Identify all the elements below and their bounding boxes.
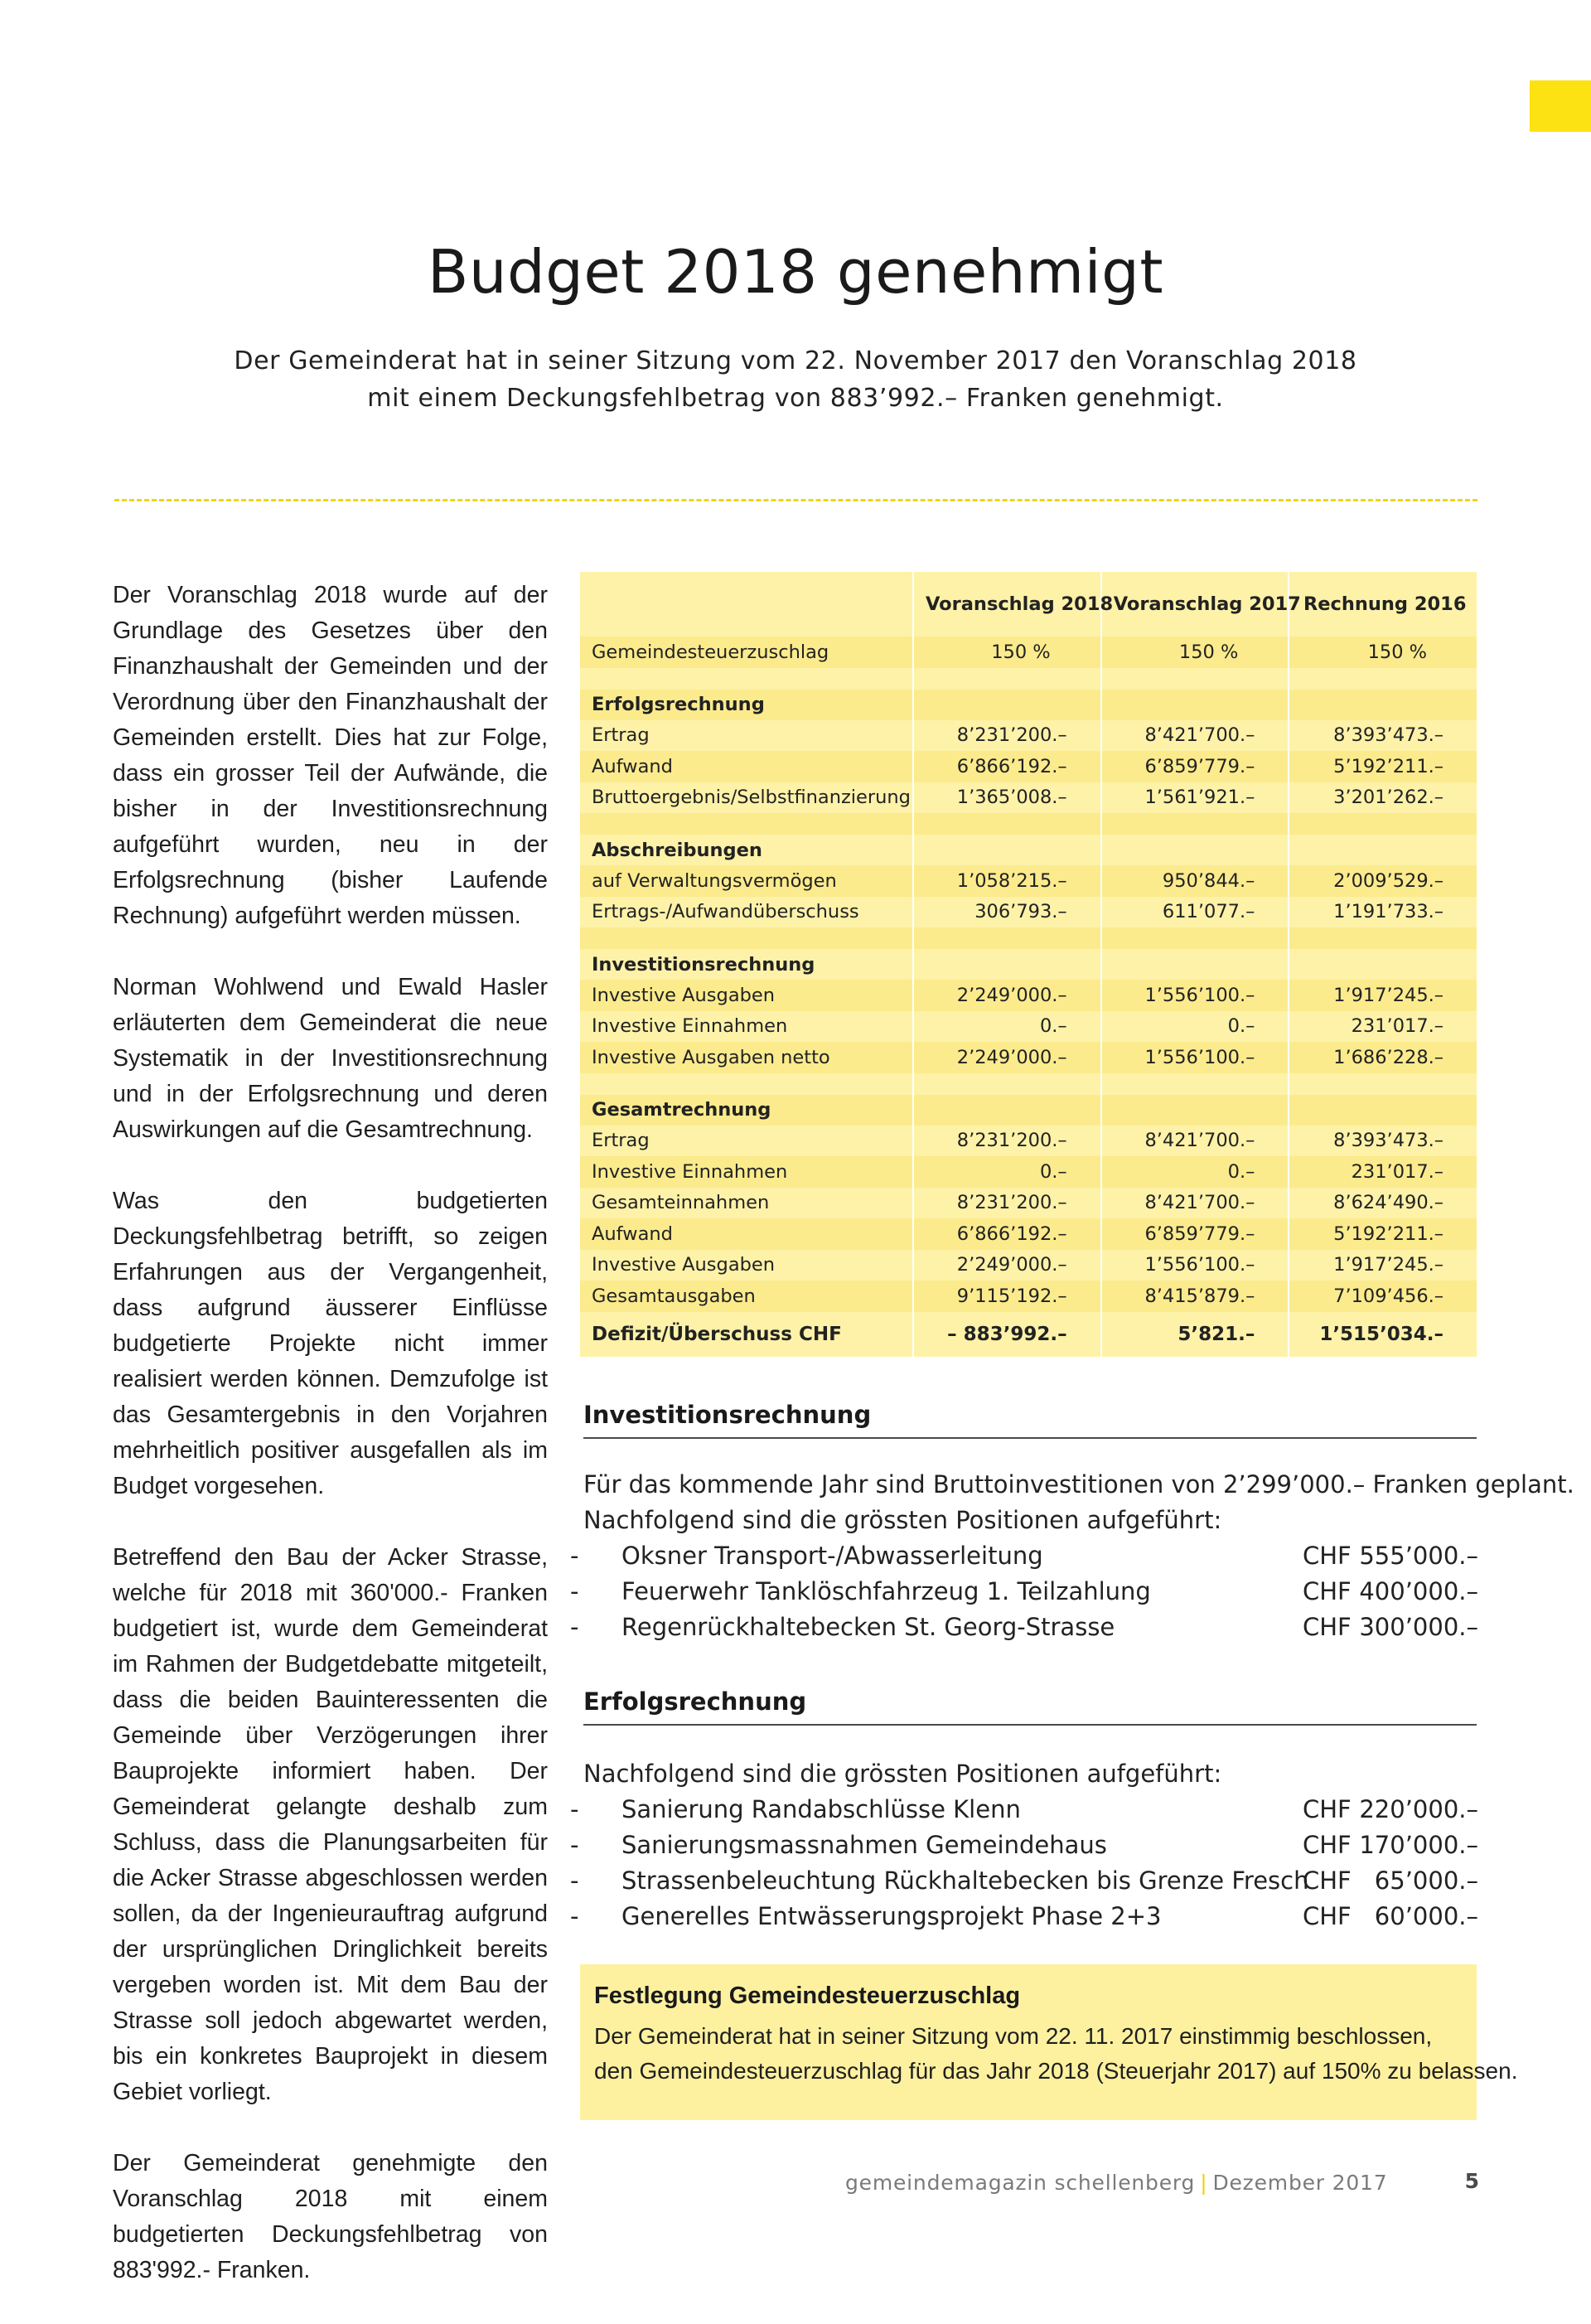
- row-label: Gesamtausgaben: [580, 1281, 913, 1312]
- table-row: [580, 1126, 1477, 1157]
- row-label: auf Verwaltungsvermögen: [580, 865, 913, 897]
- cell-value: 9’115’192.–: [913, 1281, 1101, 1312]
- notice-box: [580, 1964, 1518, 2120]
- header-rechnung-2016: Rechnung 2016: [1289, 572, 1477, 637]
- body-paragraph: Der Voranschlag 2018 wurde auf der Grundlage des Gesetzes über den Finanzhaushalt der Gemeinden und der Verordnung über den Finanzhaushalt der Gemeinden erstellt. Dies hat zur Folge, dass ein grosser Teil der Aufwände, die bisher in der Investitionsrechnung aufgeführt wurden, neu in der Erfolgsrechnung (bisher Laufende Rechnung) aufgeführt werden müssen.: [113, 582, 548, 929]
- footer-text: [845, 2171, 1388, 2195]
- footer-issue: Dezember 2017: [1212, 2171, 1388, 2195]
- list-item: [570, 1538, 1478, 1574]
- body-paragraph: Der Gemeinderat genehmigte den Voranschlag 2018 mit einem budgetierten Deckungsfehlbetrag von 883'992.- Franken.: [113, 2150, 548, 2283]
- cell-value: 6’866’192.–: [913, 1218, 1101, 1250]
- item-label: Generelles Entwässerungsprojekt Phase 2+3: [621, 1902, 1162, 1930]
- item-currency: CHF: [1303, 1613, 1352, 1641]
- cell-value: 306’793.–: [913, 897, 1101, 928]
- lead-text: [215, 342, 1376, 417]
- cell-value: 3’201’262.–: [1289, 782, 1477, 814]
- notice-line: Der Gemeinderat hat in seiner Sitzung vom 22. 11. 2017 einstimmig beschlossen,: [594, 2023, 1433, 2049]
- cell-value: 8’421’700.–: [1101, 720, 1289, 752]
- cell-value: 231’017.–: [1289, 1011, 1477, 1043]
- table-spacer: [580, 668, 1477, 690]
- dashed-divider: [114, 499, 1477, 501]
- cell-value: 0.–: [913, 1156, 1101, 1188]
- table-row: [580, 637, 1477, 668]
- item-amount: 170’000.–: [1359, 1831, 1478, 1859]
- table-row: [580, 1218, 1477, 1250]
- item-label: Sanierungsmassnahmen Gemeindehaus: [621, 1831, 1107, 1859]
- row-label: Investive Einnahmen: [580, 1011, 913, 1043]
- table-spacer: [580, 1073, 1477, 1095]
- cell-value: 8’393’473.–: [1289, 1126, 1477, 1157]
- table-row: [580, 782, 1477, 814]
- erfolgsrechnung-heading: Erfolgsrechnung: [583, 1687, 1477, 1726]
- lead-line: Der Gemeinderat hat in seiner Sitzung vom 22. November 2017 den Voranschlag 2018: [234, 346, 1357, 375]
- footer-magazine: gemeindemagazin schellenberg: [845, 2171, 1196, 2195]
- item-currency: CHF: [1303, 1902, 1352, 1930]
- row-label: Investive Ausgaben netto: [580, 1042, 913, 1073]
- item-amount: 65’000.–: [1374, 1866, 1478, 1895]
- section-title: Gesamtrechnung: [580, 1095, 913, 1126]
- investitions-list: [570, 1538, 1478, 1645]
- notice-text: [594, 2019, 1517, 2089]
- table-row: [580, 1011, 1477, 1043]
- cell-value: 150 %: [1101, 637, 1289, 668]
- header-voranschlag-2017: Voranschlag 2017: [1101, 572, 1289, 637]
- list-dash: -: [570, 1613, 579, 1641]
- list-item: [570, 1828, 1478, 1863]
- erfolgsrechnung-intro: [583, 1756, 1478, 1792]
- table-row: [580, 865, 1477, 897]
- list-dash: -: [570, 1831, 579, 1859]
- cell-value: 8’231’200.–: [913, 1188, 1101, 1219]
- section-row-erfolgsrechnung: [580, 690, 1477, 720]
- footer-separator: |: [1200, 2171, 1208, 2195]
- cell-value: 1’556’100.–: [1101, 1042, 1289, 1073]
- item-label: Feuerwehr Tanklöschfahrzeug 1. Teilzahlung: [621, 1577, 1151, 1605]
- cell-value: 1’561’921.–: [1101, 782, 1289, 814]
- cell-value: 1’917’245.–: [1289, 1250, 1477, 1281]
- cell-value: 1’917’245.–: [1289, 980, 1477, 1011]
- notice-line: den Gemeindesteuerzuschlag für das Jahr 2018 (Steuerjahr 2017) auf 150% zu belassen.: [594, 2058, 1518, 2084]
- cell-value: 5’192’211.–: [1289, 1218, 1477, 1250]
- notice-title: Festlegung Gemeindesteuerzuschlag: [594, 1983, 1021, 2009]
- header-label-cell: [580, 572, 913, 637]
- table-row: [580, 751, 1477, 782]
- cell-value: 2’249’000.–: [913, 980, 1101, 1011]
- cell-value: 0.–: [913, 1011, 1101, 1043]
- item-amount: 60’000.–: [1374, 1902, 1478, 1930]
- item-amount: 400’000.–: [1359, 1577, 1478, 1605]
- cell-value: 611’077.–: [1101, 897, 1289, 928]
- table-row: [580, 980, 1477, 1011]
- page-title: Budget 2018 genehmigt: [427, 237, 1164, 307]
- cell-value: 2’249’000.–: [913, 1250, 1101, 1281]
- cell-value: 8’231’200.–: [913, 1126, 1101, 1157]
- cell-value: 8’624’490.–: [1289, 1188, 1477, 1219]
- header-voranschlag-2018: Voranschlag 2018: [913, 572, 1101, 637]
- row-label: Ertrag: [580, 720, 913, 752]
- investitions-intro: [583, 1467, 1574, 1538]
- total-row: [580, 1312, 1477, 1357]
- list-item: [570, 1610, 1478, 1645]
- cell-value: 1’556’100.–: [1101, 980, 1289, 1011]
- table-header-row: [580, 572, 1477, 637]
- cell-value: 8’421’700.–: [1101, 1188, 1289, 1219]
- table-row: [580, 1281, 1477, 1312]
- cell-value: 2’249’000.–: [913, 1042, 1101, 1073]
- cell-value: 2’009’529.–: [1289, 865, 1477, 897]
- cell-value: 0.–: [1101, 1011, 1289, 1043]
- list-item: [570, 1863, 1478, 1899]
- list-item: [570, 1792, 1478, 1828]
- lead-line: mit einem Deckungsfehlbetrag von 883’992.– Franken genehmigt.: [367, 384, 1224, 413]
- row-label: Aufwand: [580, 1218, 913, 1250]
- item-label: Sanierung Randabschlüsse Klenn: [621, 1795, 1021, 1823]
- section-title: Investitionsrechnung: [580, 949, 913, 980]
- item-amount: 220’000.–: [1359, 1795, 1478, 1823]
- item-label: Regenrückhaltebecken St. Georg-Strasse: [621, 1613, 1115, 1641]
- list-item: [570, 1899, 1478, 1934]
- table-row: [580, 1042, 1477, 1073]
- cell-value: 8’393’473.–: [1289, 720, 1477, 752]
- cell-value: 1’058’215.–: [913, 865, 1101, 897]
- cell-value: 6’859’779.–: [1101, 751, 1289, 782]
- row-label: Aufwand: [580, 751, 913, 782]
- item-label: Oksner Transport-/Abwasserleitung: [621, 1542, 1043, 1570]
- intro-line: Nachfolgend sind die grössten Positionen aufgeführt:: [583, 1506, 1222, 1534]
- cell-value: 8’415’879.–: [1101, 1281, 1289, 1312]
- item-currency: CHF: [1303, 1542, 1352, 1570]
- section-row-gesamtrechnung: [580, 1095, 1477, 1126]
- table-row: [580, 1250, 1477, 1281]
- cell-value: 5’192’211.–: [1289, 751, 1477, 782]
- total-value: 1’515’034.–: [1289, 1312, 1477, 1357]
- row-label: Gemeindesteuerzuschlag: [580, 637, 913, 668]
- item-currency: CHF: [1303, 1577, 1352, 1605]
- row-label: Bruttoergebnis/Selbstfinanzierung: [580, 782, 913, 814]
- cell-value: 1’686’228.–: [1289, 1042, 1477, 1073]
- table-row: [580, 1156, 1477, 1188]
- corner-tab-marker: [1530, 80, 1591, 132]
- left-column: [113, 578, 548, 2324]
- cell-value: 6’859’779.–: [1101, 1218, 1289, 1250]
- total-value: – 883’992.–: [913, 1312, 1101, 1357]
- budget-table: [580, 572, 1477, 1357]
- cell-value: 6’866’192.–: [913, 751, 1101, 782]
- list-dash: -: [570, 1902, 579, 1930]
- row-label: Investive Ausgaben: [580, 980, 913, 1011]
- page-number: 5: [1464, 2169, 1479, 2193]
- item-label: Strassenbeleuchtung Rückhaltebecken bis Grenze Fresch: [621, 1866, 1309, 1895]
- body-paragraph: Was den budgetierten Deckungsfehlbetrag betrifft, so zeigen Erfahrungen aus der Vergangenheit, dass aufgrund äusserer Einflüsse budgetierte Projekte nicht immer realisiert werden können. Demzufolge ist das Gesamtergebnis in den Vorjahren mehrheitlich positiver ausgefallen als im Budget vorgesehen.: [113, 1188, 548, 1499]
- item-currency: CHF: [1303, 1831, 1352, 1859]
- table-spacer: [580, 927, 1477, 949]
- section-title: Erfolgsrechnung: [580, 690, 913, 720]
- cell-value: 231’017.–: [1289, 1156, 1477, 1188]
- list-dash: -: [570, 1866, 579, 1895]
- cell-value: 150 %: [913, 637, 1101, 668]
- erfolgsrechnung-list: [570, 1792, 1478, 1934]
- item-amount: 555’000.–: [1359, 1542, 1478, 1570]
- list-dash: -: [570, 1795, 579, 1823]
- row-label: Ertrag: [580, 1126, 913, 1157]
- cell-value: 7’109’456.–: [1289, 1281, 1477, 1312]
- cell-value: 8’231’200.–: [913, 720, 1101, 752]
- list-dash: -: [570, 1577, 579, 1605]
- total-label: Defizit/Überschuss CHF: [580, 1312, 913, 1357]
- section-row-abschreibungen: [580, 835, 1477, 865]
- table-row: [580, 720, 1477, 752]
- item-currency: CHF: [1303, 1866, 1352, 1895]
- row-label: Ertrags-/Aufwandüberschuss: [580, 897, 913, 928]
- cell-value: 150 %: [1289, 637, 1477, 668]
- list-item: [570, 1574, 1478, 1610]
- section-title: Abschreibungen: [580, 835, 913, 865]
- list-dash: -: [570, 1542, 579, 1570]
- cell-value: 0.–: [1101, 1156, 1289, 1188]
- item-currency: CHF: [1303, 1795, 1352, 1823]
- body-paragraph: Betreffend den Bau der Acker Strasse, welche für 2018 mit 360'000.- Franken budgetiert ist, wurde dem Gemeinderat im Rahmen der Budgetdebatte mitgeteilt, dass die beiden Bauinteressenten die Gemeinde über Verzögerungen ihrer Bauprojekte informiert haben. Der Gemeinderat gelangte deshalb zum Schluss, dass die Planungsarbeiten für die Acker Strasse abgeschlossen werden sollen, da der Ingenieurauftrag aufgrund der ursprünglichen Dringlichkeit bereits vergeben worden ist. Mit dem Bau der Strasse soll jedoch abgewartet werden, bis ein konkretes Bauprojekt in diesem Gebiet vorliegt.: [113, 1544, 548, 2105]
- table-row: [580, 897, 1477, 928]
- cell-value: 950’844.–: [1101, 865, 1289, 897]
- table-row: [580, 1188, 1477, 1219]
- row-label: Investive Ausgaben: [580, 1250, 913, 1281]
- table-spacer: [580, 813, 1477, 835]
- section-row-investitionsrechnung: [580, 949, 1477, 980]
- cell-value: 1’191’733.–: [1289, 897, 1477, 928]
- investitionsrechnung-heading: Investitionsrechnung: [583, 1401, 1477, 1439]
- item-amount: 300’000.–: [1359, 1613, 1478, 1641]
- intro-line: Nachfolgend sind die grössten Positionen aufgeführt:: [583, 1760, 1222, 1788]
- cell-value: 1’365’008.–: [913, 782, 1101, 814]
- intro-line: Für das kommende Jahr sind Bruttoinvestitionen von 2’299’000.– Franken geplant.: [583, 1470, 1574, 1498]
- row-label: Gesamteinnahmen: [580, 1188, 913, 1219]
- cell-value: 8’421’700.–: [1101, 1126, 1289, 1157]
- row-label: Investive Einnahmen: [580, 1156, 913, 1188]
- body-paragraph: Norman Wohlwend und Ewald Hasler erläuterten dem Gemeinderat die neue Systematik in der Investitionsrechnung und in der Erfolgsrechnung und deren Auswirkungen auf die Gesamtrechnung.: [113, 974, 548, 1143]
- total-value: 5’821.–: [1101, 1312, 1289, 1357]
- cell-value: 1’556’100.–: [1101, 1250, 1289, 1281]
